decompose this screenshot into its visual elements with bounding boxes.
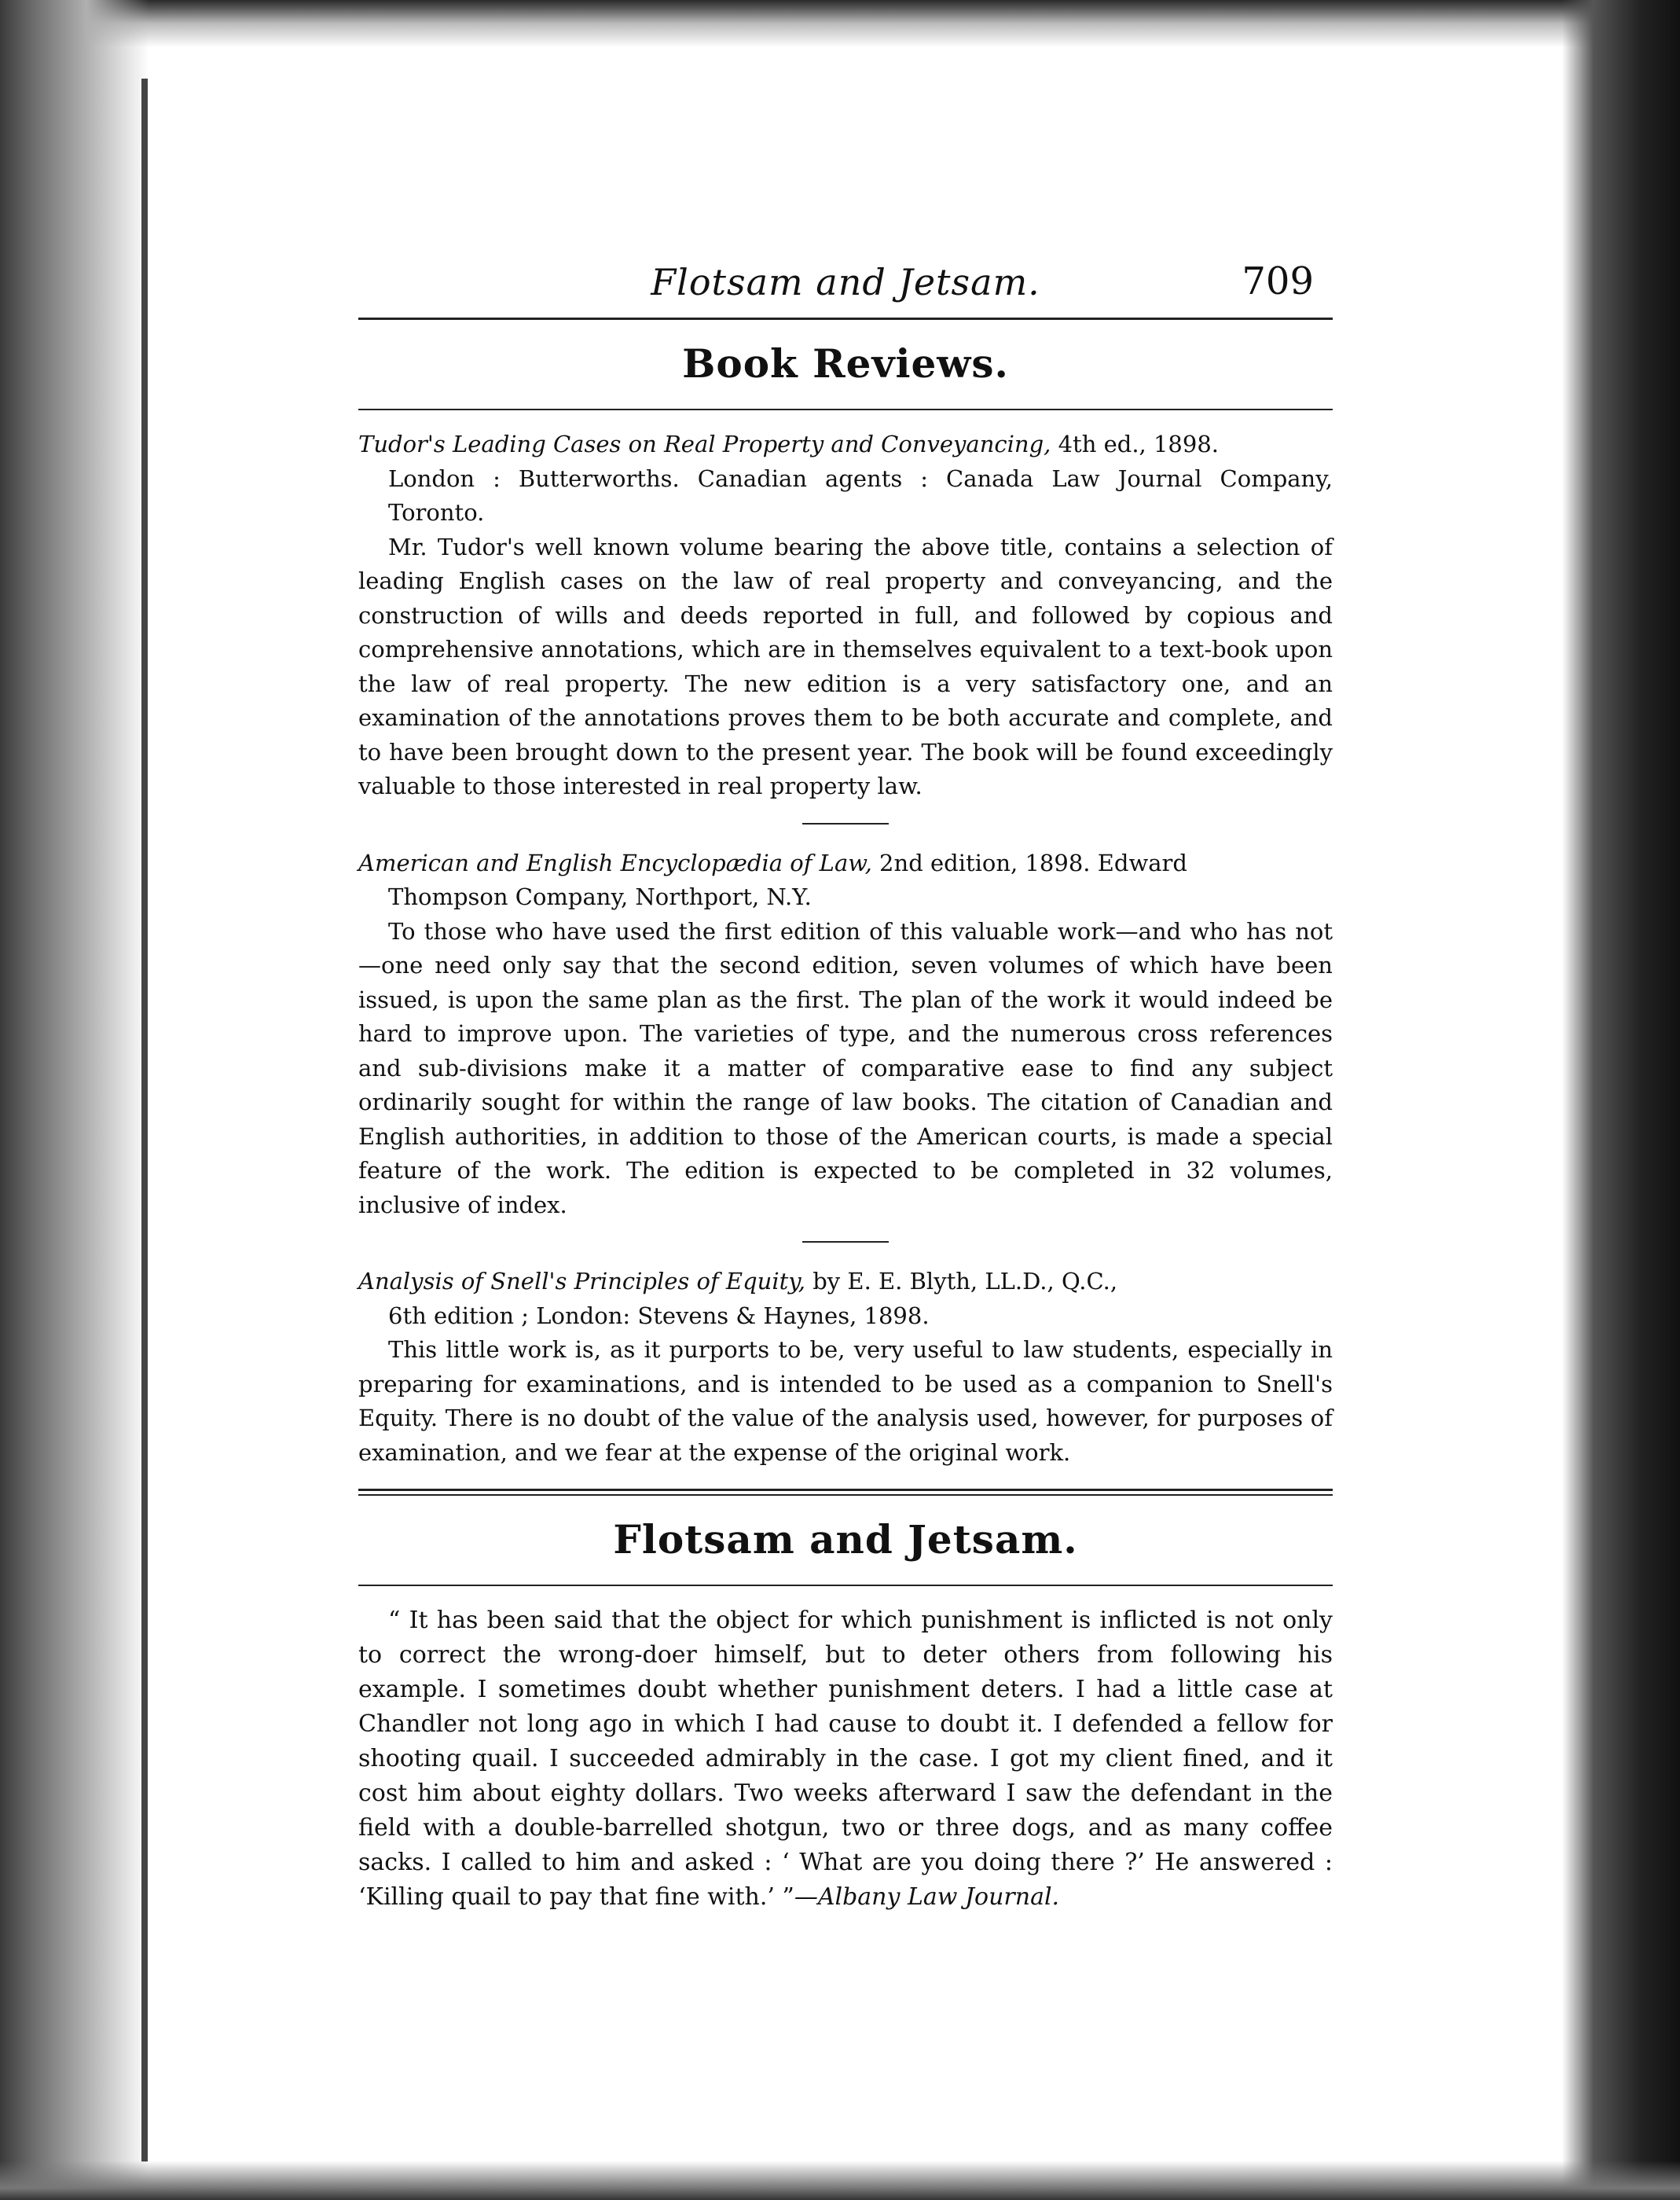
review-body: Mr. Tudor's well known volume bearing the above title, contains a selection of leading English cases on the law of real property and conveyancing, and the construction of wills and deeds reported in full, and followed by copious and comprehensive annotations, which are in themselves equivalent to a text-book upon the law of real property. The new edition is a very satisfactory one, and an examination of the annotations proves them to be both accurate and complete, and to have been brought down to the present year. The book will be found exceedingly valuable to those interested in real property law. [358, 533, 1333, 799]
review-details: 4th ed., 1898. [1051, 431, 1219, 457]
scan-edge-left [0, 0, 149, 2200]
review-citation [358, 428, 1333, 462]
review-citation [358, 847, 1333, 881]
review-1 [358, 428, 1333, 804]
book-reviews-heading: Book Reviews. [682, 340, 1009, 387]
scan-edge-top [0, 0, 1680, 47]
review-title: Analysis of Snell's Principles of Equity, [358, 1268, 806, 1295]
review-title: Tudor's Leading Cases on Real Property and Conveyancing, [358, 431, 1051, 457]
section-rule [358, 409, 1333, 410]
anecdote-source: —Albany Law Journal. [794, 1883, 1060, 1911]
review-body: This little work is, as it purports to be, very useful to law students, especially in preparing for examinations, and is intended to be used as a companion to Snell's Equity. There is no doubt of the value of the analysis used, however, for purposes of examination, and we fear at the expense of the original work. [358, 1336, 1333, 1466]
review-publisher: Thompson Company, Northport, N.Y. [388, 883, 812, 910]
page-content [358, 259, 1333, 1915]
review-publisher: London : Butterworths. Canadian agents : Canada Law Journal Company, Toronto. [388, 465, 1333, 526]
anecdote-text: “ It has been said that the object for which punishment is inflicted is not only to correct the wrong-doer himself, but to deter others from following his example. I sometimes doubt whether punishment deters. I had a little case at Chandler not long ago in which I had cause to doubt it. I defended a fellow for shooting quail. I succeeded admirably in the case. I got my client fined, and it cost him about eighty dollars. Two weeks afterward I saw the defendant in the field with a double-barrelled shotgun, two or three dogs, and as many coffee sacks. I called to him and asked : ‘ What are you doing there ?’ He answered : ‘Killing quail to pay that fine with.’ ” [358, 1607, 1333, 1911]
scan-binding-line [141, 79, 148, 2161]
review-details: 2nd edition, 1898. Edward [871, 849, 1187, 876]
running-title: Flotsam and Jetsam. [651, 261, 1040, 303]
scan-edge-bottom [0, 2161, 1680, 2200]
scan-edge-right [1562, 0, 1680, 2200]
review-2 [358, 847, 1333, 1223]
divider [802, 823, 889, 825]
section-rule [358, 1585, 1333, 1586]
review-details: by E. E. Blyth, LL.D., Q.C., [805, 1268, 1118, 1295]
review-title: American and English Encyclopædia of Law, [358, 849, 872, 876]
flotsam-heading: Flotsam and Jetsam. [613, 1516, 1078, 1563]
double-rule [358, 1489, 1333, 1496]
running-head [358, 259, 1333, 320]
review-citation [358, 1265, 1333, 1299]
review-publisher: 6th edition ; London: Stevens & Haynes, 1898. [388, 1302, 930, 1329]
review-body: To those who have used the first edition of this valuable work—and who has not—one need only say that the second edition, seven volumes of which have been issued, is upon the same plan as the first. The plan of the work it would indeed be hard to improve upon. The varieties of type, and the numerous cross references and sub-divisions make it a matter of comparative ease to find any subject ordinarily sought for within the range of law books. The citation of Canadian and English authorities, in addition to those of the American courts, is made a special feature of the work. The edition is expected to be completed in 32 volumes, inclusive of index. [358, 917, 1333, 1218]
page-number: 709 [1242, 259, 1314, 303]
anecdote [358, 1603, 1333, 1915]
divider [802, 1241, 889, 1243]
review-3 [358, 1265, 1333, 1470]
